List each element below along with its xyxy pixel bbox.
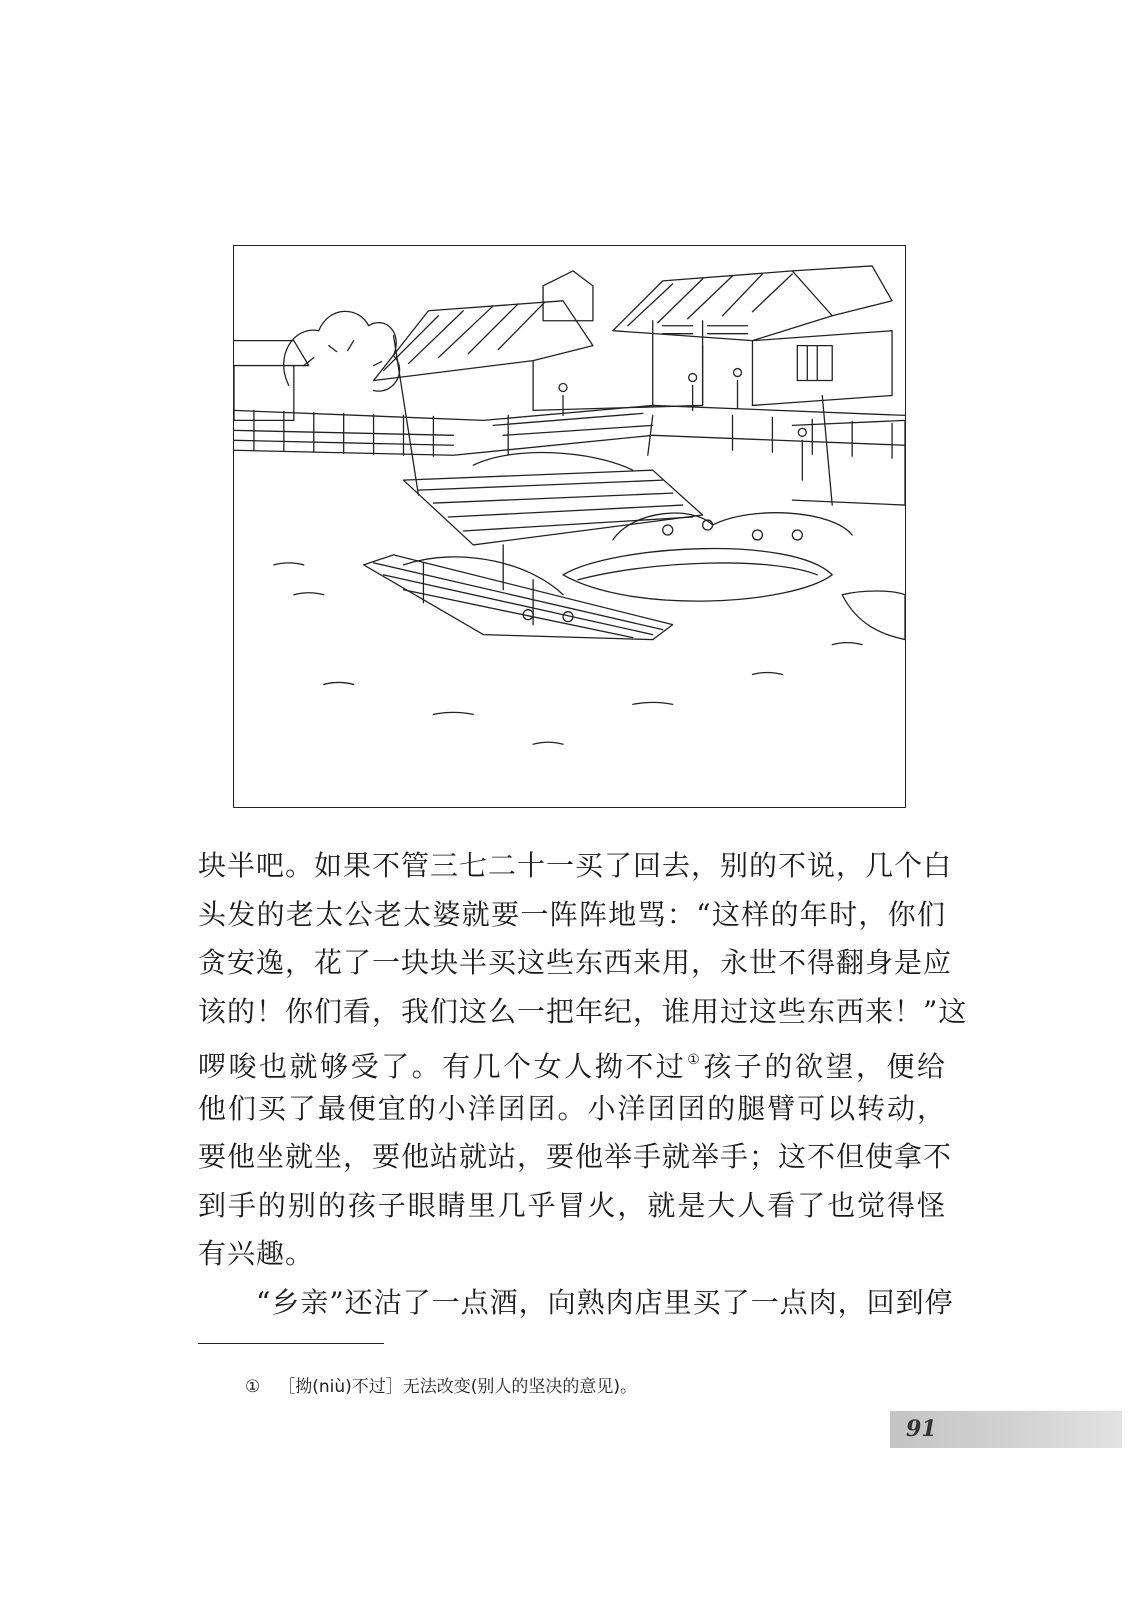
harbor-village-boats-sketch-icon	[234, 246, 905, 807]
text-line: 有兴趣。	[198, 1237, 315, 1270]
page-number: 91	[906, 1416, 937, 1442]
text-line: “乡亲”还沽了一点酒，向熟肉店里买了一点肉，回到停	[256, 1285, 954, 1319]
text-line: 头发的老太公老太婆就要一阵阵地骂：“这样的年时，你们	[198, 897, 946, 931]
text-line: 他们买了最便宜的小洋囝囝。小洋囝囝的腿臂可以转动，	[198, 1091, 946, 1125]
footnote-number: ①	[245, 1377, 261, 1397]
text-line	[198, 1036, 946, 1085]
text-line: 要他坐就坐，要他站就站，要他举手就举手；这不但使拿不	[198, 1140, 953, 1173]
illustration-harbor-scene	[233, 245, 906, 808]
footnote	[245, 1372, 637, 1397]
text-line: 贪安逸，花了一块块半买这些东西来用，永世不得翻身是应	[198, 946, 953, 979]
body-text	[198, 842, 968, 1327]
text-line: 该的！你们看，我们这么一把年纪，谁用过这些东西来！”这	[198, 994, 968, 1028]
text-segment: 啰唆也就够受了。有几个女人拗不过	[198, 1050, 687, 1083]
text-line: 到手的别的孩子眼睛里几乎冒火，就是大人看了也觉得怪	[198, 1188, 946, 1222]
page-number-band	[890, 1411, 1122, 1448]
footnote-text: ［拗(niù)不过］无法改变(别人的坚决的意见)。	[278, 1377, 638, 1397]
text-line: 块半吧。如果不管三七二十一买了回去，别的不说，几个白	[198, 849, 953, 882]
text-segment: 孩子的欲望，便给	[703, 1050, 946, 1083]
footnote-divider	[198, 1343, 384, 1344]
footnote-reference[interactable]: ①	[687, 1052, 703, 1068]
